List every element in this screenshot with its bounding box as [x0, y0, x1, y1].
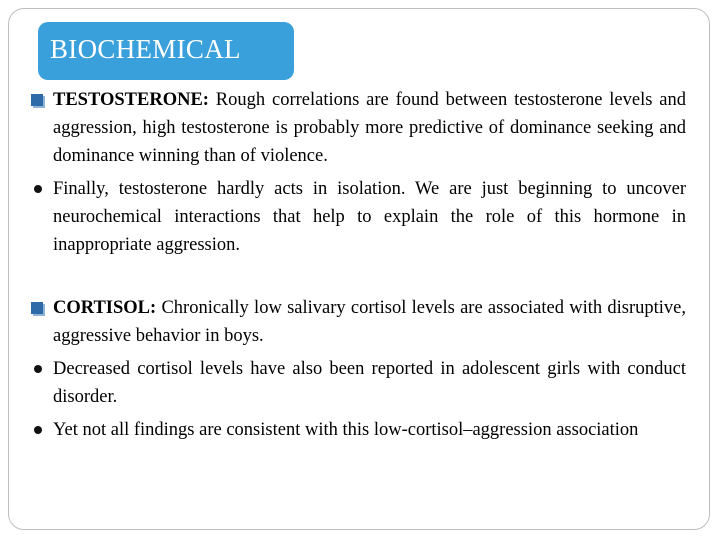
slide-content [30, 86, 686, 444]
section-text: Chronically low salivary cortisol levels are associated with disruptive, aggressive behavior in boys. [53, 298, 686, 346]
checkbox-square-icon [30, 86, 48, 114]
bullet-item [30, 355, 686, 411]
section-cortisol [30, 294, 686, 350]
section-heading: CORTISOL: [53, 298, 157, 318]
bullet-text: Decreased cortisol levels have also been reported in adolescent girls with conduct disorder. [53, 359, 686, 407]
bullet-dot-icon [30, 355, 48, 383]
title-box [38, 22, 294, 80]
section-testosterone [30, 86, 686, 170]
section-text: Rough correlations are found between testosterone levels and aggression, high testosterone is probably more predictive of dominance seeking and dominance winning than of violence. [53, 90, 686, 166]
bullet-dot-icon [30, 416, 48, 444]
slide-title: BIOCHEMICAL [50, 34, 241, 64]
checkbox-square-icon [30, 294, 48, 322]
bullet-dot-icon [30, 175, 48, 203]
section-heading: TESTOSTERONE: [53, 90, 209, 110]
bullet-item [30, 416, 686, 444]
bullet-item [30, 175, 686, 259]
bullet-text: Yet not all findings are consistent with this low-cortisol–aggression association [53, 420, 639, 440]
bullet-text: Finally, testosterone hardly acts in isolation. We are just beginning to uncover neurochemical interactions that help to explain the role of this hormone in inappropriate aggression. [53, 179, 686, 255]
